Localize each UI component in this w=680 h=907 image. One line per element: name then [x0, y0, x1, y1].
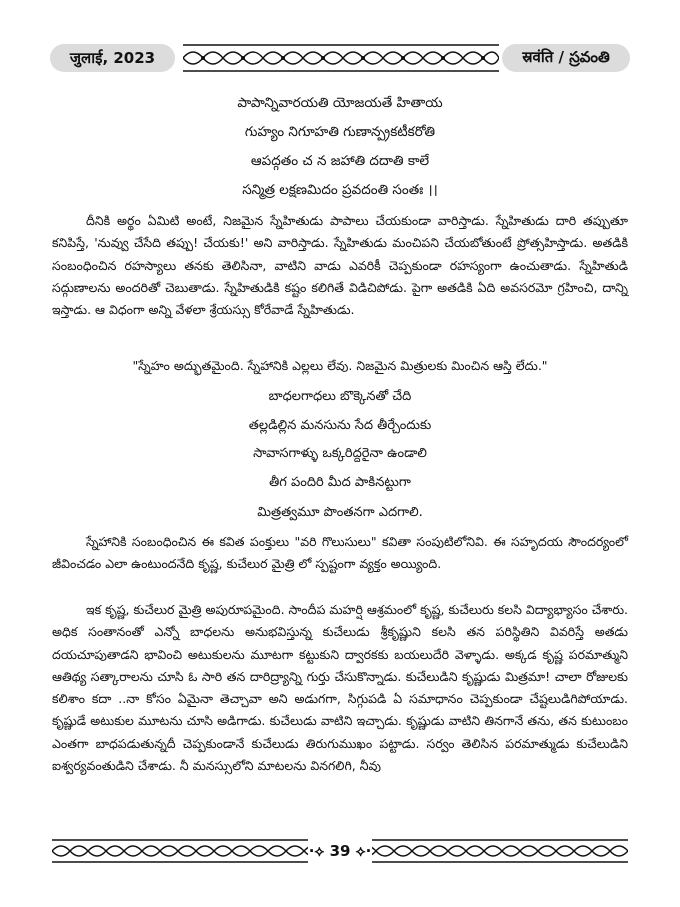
verse-line: గుహ్యం నిగూహతి గుణాన్ప్రకటీకరోతి: [244, 124, 436, 140]
page-header: [50, 42, 630, 76]
verse-line: ఆపద్గతం చ న జహాతి దదాతి కాలే: [250, 153, 430, 169]
page-number-ornament-icon: ·⟡: [308, 842, 325, 860]
issue-date-label: जुलाई, 2023: [50, 44, 175, 72]
body-paragraph-2: స్నేహానికి సంబంధించిన ఈ కవిత పంక్తులు "వరి గొలుసులు" కవితా సంపుటిలోనివి. ఈ సహృదయ సౌందర్యంలో జీవించడం ఎలా ఉంటుందనేది కృష్ణ, కుచేలుర మైత్రి లో స్పష్టంగా వ్యక్తం అయ్యింది.: [52, 534, 628, 572]
header-ornament-icon: [183, 42, 499, 74]
poem-line: తల్లడిల్లిన మనసును సేద తీర్చేందుకు: [248, 418, 432, 433]
verse-line: సన్మిత్ర లక్షణమిదం ప్రవదంతి సంతః ।।: [242, 182, 438, 198]
friendship-quote: "స్నేహం అద్భుతమైంది. స్నేహానికి ఎల్లలు లేవు. నిజమైన మిత్రులకు మించిన ఆస్తి లేదు.": [132, 358, 548, 373]
body-paragraph-3: ఇక కృష్ణ, కుచేలుర మైత్రి అపురూపమైంది. సాందీప మహర్షి ఆశ్రమంలో కృష్ణ, కుచేలురు కలసి విద్యాభ్యాసం చేశారు. అధిక సంతానంతో ఎన్నో బాధలను అనుభవిస్తున్న కుచేలుడు శ్రీకృష్ణుని కలసి తన పరిస్థితిని వివరిస్తే అతడు దయచూపుతాడని భావించి అటుకులను మూటగా కట్టుకుని ద్వారకకు బయలుదేరి వెళ్ళాడు. అక్కడ కృష్ణ పరమాత్ముని ఆతిథ్య సత్కారాలను చూసి ఓ సారి తన దారిద్ర్యాన్ని గుర్తు చేసుకొన్నాడు. కుచేలుడిని కృష్ణుడు మిత్రమా! చాలా రోజులకు కలిశాం కదా ..నా కోసం ఏమైనా తెచ్చావా అని అడుగగా, సిగ్గుపడి ఏ సమాధానం చెప్పకుండా చేష్టలుడిగిపోయాడు. కృష్ణుడే అటుకుల మూటను చూసి అడిగాడు. కుచేలుడు వాటిని ఇచ్చాడు. కృష్ణుడు వాటిని తినగానే తను, తన కుటుంబం ఎంతగా బాధపడుతున్నదీ చెప్పకుండానే కుచేలుడు తిరుగుముఖం పట్టాడు. సర్వం తెలిసిన పరమాత్ముడు కుచేలుడిని ఐశ్వర్యవంతుడిని చేశాడు. నీ మనస్సులోని మాటలను వినగలిగి, నీవు: [52, 602, 628, 774]
poem-line: సావాసగాళ్ళు ఒక్కరిద్దరైనా ఉండాలి: [253, 446, 427, 461]
poem-line: బాధలగాధలు బొక్కెనతో చేది: [268, 389, 412, 404]
page-number-value: 39: [329, 842, 351, 860]
page-number: [308, 839, 372, 863]
poem-line: తీగ పందిరి మీద పాకినట్టుగా: [269, 475, 411, 490]
page-number-ornament-icon: ⟡·: [355, 842, 372, 860]
poem-line: మిత్రత్వమూ పొంతనగా ఎదగాలి.: [257, 505, 423, 520]
magazine-name-label: स्रवंति / స్రవంతి: [502, 44, 630, 72]
verse-line: పాపాన్నివారయతి యోజయతే హితాయ: [237, 95, 443, 111]
body-paragraph-1: దీనికి అర్థం ఏమిటి అంటే, నిజమైన స్నేహితుడు పాపాలు చేయకుండా వారిస్తాడు. స్నేహితుడు దారి తప్పుతూ కనిపిస్తే, 'నువ్వు చేసేది తప్పు! చేయకు!' అని వారిస్తాడు. స్నేహితుడు మంచిపని చేయబోతుంటే ప్రోత్సహిస్తాడు. అతడికి సంబంధించిన రహస్యాలు తనకు తెలిసినా, వాటిని వాడు ఎవరికీ చెప్పకుండా రహస్యంగా ఉంచుతాడు. స్నేహితుడి సద్గుణాలను అందరితో చెబుతాడు. స్నేహితుడికి కష్టం కలిగితే విడిచిపోడు. పైగా అతడికి ఏది అవసరమో గ్రహించి, దాన్ని ఇస్తాడు. ఆ విధంగా అన్ని వేళలా శ్రేయస్సు కోరేవాడే స్నేహితుడు.: [52, 213, 628, 318]
